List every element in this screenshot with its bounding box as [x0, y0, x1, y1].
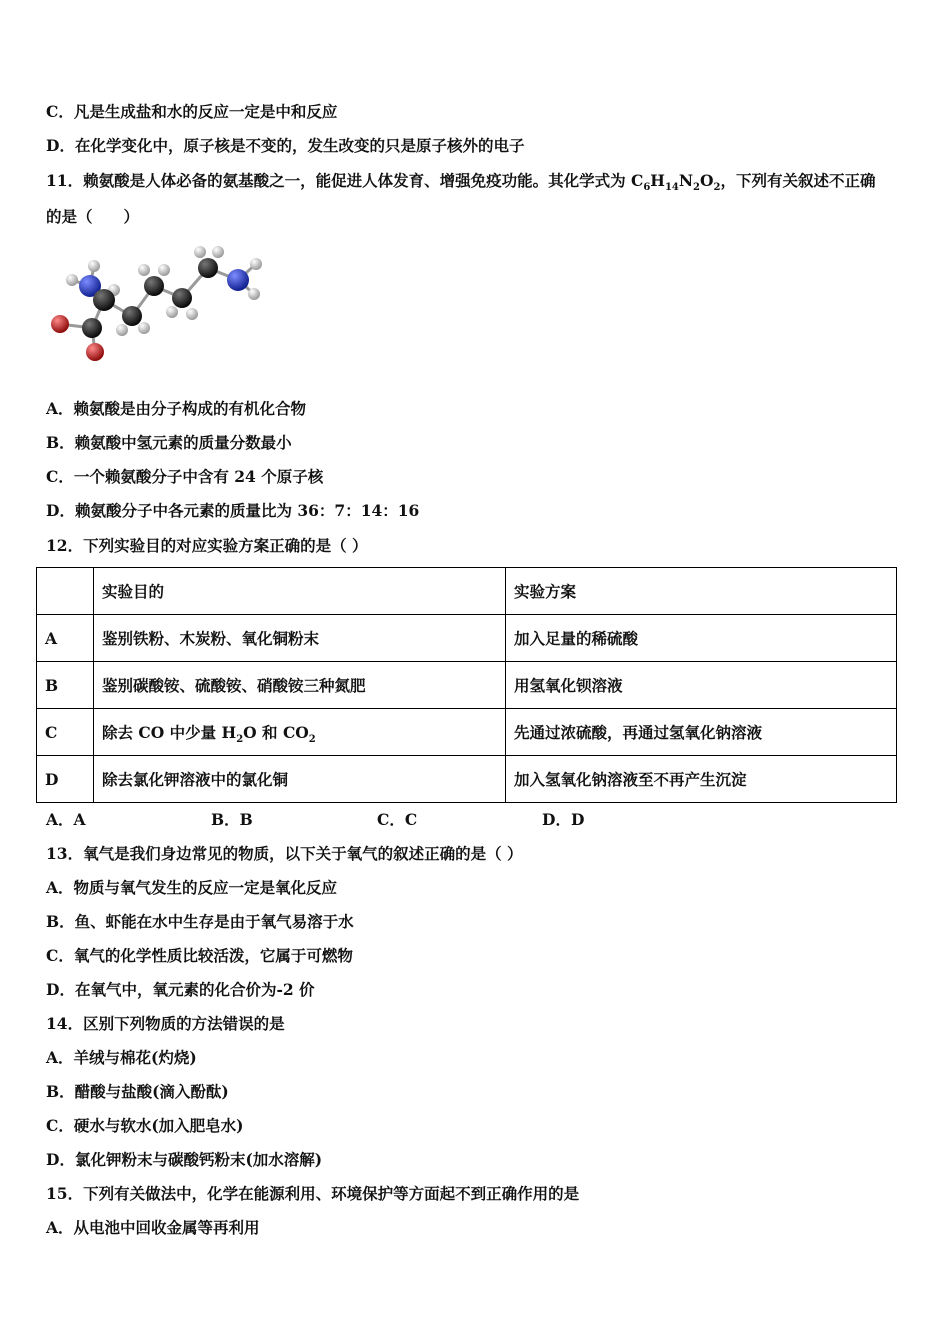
q10-option-c: C．凡是生成盐和水的反应一定是中和反应: [46, 102, 338, 121]
q11-option-b: B．赖氨酸中氢元素的质量分数最小: [46, 433, 292, 452]
oxygen-atom: [51, 315, 69, 333]
q13-option-d: D．在氧气中，氧元素的化合价为-2 价: [46, 980, 315, 999]
carbon-atom: [172, 288, 192, 308]
hydrogen-atom: [158, 264, 170, 276]
oxygen-atom: [86, 343, 104, 361]
q11-option-d: D．赖氨酸分子中各元素的质量比为 36：7：14：16: [46, 501, 420, 520]
carbon-atom: [82, 318, 102, 338]
hydrogen-atom: [116, 324, 128, 336]
row-goal: 鉴别碳酸铵、硫酸铵、硝酸铵三种氮肥: [94, 662, 506, 709]
q12-stem: 12．下列实验目的对应实验方案正确的是（ ）: [46, 536, 368, 555]
table-header-cell: 实验方案: [506, 568, 897, 615]
hydrogen-atom: [138, 264, 150, 276]
q13-option-c: C．氧气的化学性质比较活泼，它属于可燃物: [46, 946, 353, 965]
table-row: [37, 756, 897, 803]
hydrogen-atom: [186, 308, 198, 320]
q12-choice-d: D．D: [542, 810, 585, 829]
hydrogen-atom: [88, 260, 100, 272]
q12-choice-a: A．A: [46, 810, 86, 829]
row-plan: 用氢氧化钡溶液: [506, 662, 897, 709]
q14-stem: 14．区别下列物质的方法错误的是: [46, 1014, 285, 1033]
hydrogen-atom: [166, 306, 178, 318]
row-label: B: [37, 662, 94, 709]
q14-option-a: A．羊绒与棉花(灼烧): [46, 1048, 197, 1067]
hydrogen-atom: [250, 258, 262, 270]
hydrogen-atom: [66, 274, 78, 286]
table-header-row: [37, 568, 897, 615]
row-label: C: [37, 709, 94, 756]
q15-option-a: A．从电池中回收金属等再利用: [46, 1218, 260, 1237]
row-goal: 除去 CO 中少量 $H_2O$ 和 $CO_2$: [94, 709, 506, 756]
q11-option-c: C．一个赖氨酸分子中含有 24 个原子核: [46, 467, 324, 486]
carbon-atom: [122, 306, 142, 326]
hydrogen-atom: [194, 246, 206, 258]
table-header-cell: 实验目的: [94, 568, 506, 615]
row-label: D: [37, 756, 94, 803]
q11-option-a: A．赖氨酸是由分子构成的有机化合物: [46, 399, 307, 418]
q13-stem: 13．氧气是我们身边常见的物质，以下关于氧气的叙述正确的是（ ）: [46, 844, 523, 863]
experiment-table: [36, 567, 897, 803]
q13-option-a: A．物质与氧气发生的反应一定是氧化反应: [46, 878, 338, 897]
table-header-cell: [37, 568, 94, 615]
nitrogen-atom: [227, 269, 249, 291]
table-row: [37, 709, 897, 756]
carbon-atom: [93, 289, 115, 311]
row-goal: 除去氯化钾溶液中的氯化铜: [94, 756, 506, 803]
lysine-molecule-model: [42, 240, 272, 375]
row-plan: 先通过浓硫酸，再通过氢氧化钠溶液: [506, 709, 897, 756]
q14-option-d: D．氯化钾粉末与碳酸钙粉末(加水溶解): [46, 1150, 323, 1169]
row-plan: 加入氢氧化钠溶液至不再产生沉淀: [506, 756, 897, 803]
hydrogen-atom: [212, 246, 224, 258]
row-goal: 鉴别铁粉、木炭粉、氧化铜粉末: [94, 615, 506, 662]
q11-stem: 11．赖氨酸是人体必备的氨基酸之一，能促进人体发育、增强免疫功能。其化学式为 $C_6H_{14}N_2O_2$，下列有关叙述不正确: [46, 171, 876, 193]
q14-option-c: C．硬水与软水(加入肥皂水): [46, 1116, 244, 1135]
hydrogen-atom: [248, 288, 260, 300]
q14-option-b: B．醋酸与盐酸(滴入酚酞): [46, 1082, 229, 1101]
q13-option-b: B．鱼、虾能在水中生存是由于氧气易溶于水: [46, 912, 354, 931]
table-row: [37, 662, 897, 709]
q12-choice-c: C．C: [377, 810, 418, 829]
table-row: [37, 615, 897, 662]
carbon-atom: [144, 276, 164, 296]
q10-option-d: D．在化学变化中，原子核是不变的，发生改变的只是原子核外的电子: [46, 136, 525, 155]
row-plan: 加入足量的稀硫酸: [506, 615, 897, 662]
q11-stem-cont: 的是（ ）: [46, 207, 140, 226]
hydrogen-atom: [138, 322, 150, 334]
q15-stem: 15．下列有关做法中，化学在能源利用、环境保护等方面起不到正确作用的是: [46, 1184, 580, 1203]
q12-choice-b: B．B: [211, 810, 253, 829]
row-label: A: [37, 615, 94, 662]
carbon-atom: [198, 258, 218, 278]
